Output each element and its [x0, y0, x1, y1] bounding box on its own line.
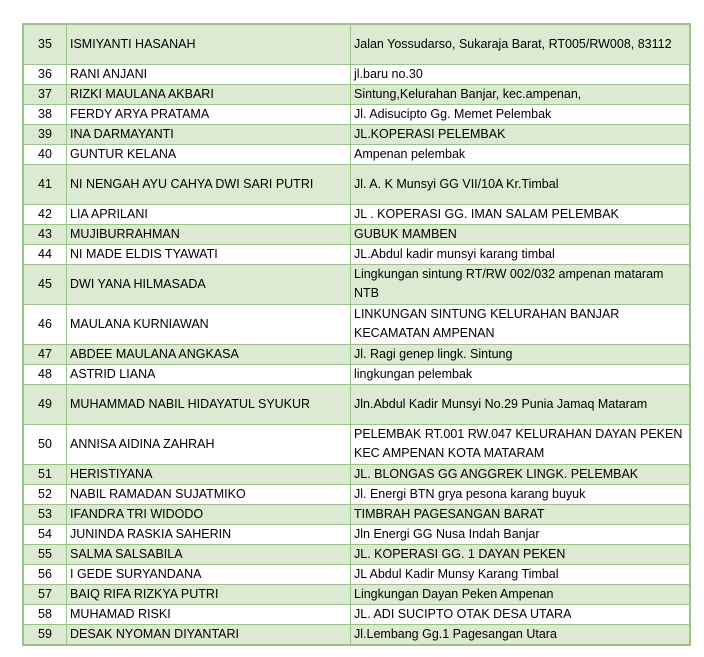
table-row	[23, 564, 690, 584]
student-name-cell: HERISTIYANA	[67, 464, 351, 484]
row-number-cell: 43	[23, 224, 67, 244]
table-row	[23, 204, 690, 224]
student-name-cell: IFANDRA TRI WIDODO	[67, 504, 351, 524]
student-name-cell: ISMIYANTI HASANAH	[67, 24, 351, 64]
table-row	[23, 164, 690, 204]
address-cell: Jl. Adisucipto Gg. Memet Pelembak	[351, 104, 691, 124]
student-address-table-container	[22, 23, 691, 646]
row-number-cell: 41	[23, 164, 67, 204]
table-row	[23, 524, 690, 544]
row-number-cell: 44	[23, 244, 67, 264]
address-cell: JL . KOPERASI GG. IMAN SALAM PELEMBAK	[351, 204, 691, 224]
row-number-cell: 54	[23, 524, 67, 544]
row-number-cell: 50	[23, 424, 67, 464]
address-cell: Jalan Yossudarso, Sukaraja Barat, RT005/RW008, 83112	[351, 24, 691, 64]
student-name-cell: ASTRID LIANA	[67, 364, 351, 384]
student-name-cell: NABIL RAMADAN SUJATMIKO	[67, 484, 351, 504]
address-cell: Jl.Lembang Gg.1 Pagesangan Utara	[351, 624, 691, 645]
student-name-cell: SALMA SALSABILA	[67, 544, 351, 564]
table-row	[23, 624, 690, 645]
row-number-cell: 35	[23, 24, 67, 64]
row-number-cell: 49	[23, 384, 67, 424]
address-cell: GUBUK MAMBEN	[351, 224, 691, 244]
row-number-cell: 58	[23, 604, 67, 624]
table-row	[23, 364, 690, 384]
table-row	[23, 484, 690, 504]
address-cell: LINKUNGAN SINTUNG KELURAHAN BANJAR KECAMATAN AMPENAN	[351, 304, 691, 344]
row-number-cell: 52	[23, 484, 67, 504]
table-row	[23, 464, 690, 484]
table-row	[23, 544, 690, 564]
row-number-cell: 47	[23, 344, 67, 364]
student-name-cell: RIZKI MAULANA AKBARI	[67, 84, 351, 104]
student-address-table	[22, 23, 691, 646]
student-name-cell: GUNTUR KELANA	[67, 144, 351, 164]
address-cell: Jln.Abdul Kadir Munsyi No.29 Punia Jamaq Mataram	[351, 384, 691, 424]
address-cell: lingkungan pelembak	[351, 364, 691, 384]
table-row	[23, 244, 690, 264]
address-cell: Jln Energi GG Nusa Indah Banjar	[351, 524, 691, 544]
row-number-cell: 55	[23, 544, 67, 564]
row-number-cell: 36	[23, 64, 67, 84]
student-name-cell: DWI YANA HILMASADA	[67, 264, 351, 304]
address-cell: jl.baru no.30	[351, 64, 691, 84]
address-cell: Lingkungan sintung RT/RW 002/032 ampenan mataram NTB	[351, 264, 691, 304]
table-row	[23, 304, 690, 344]
row-number-cell: 37	[23, 84, 67, 104]
student-name-cell: NI NENGAH AYU CAHYA DWI SARI PUTRI	[67, 164, 351, 204]
row-number-cell: 38	[23, 104, 67, 124]
student-name-cell: I GEDE SURYANDANA	[67, 564, 351, 584]
student-name-cell: INA DARMAYANTI	[67, 124, 351, 144]
row-number-cell: 45	[23, 264, 67, 304]
address-cell: JL.KOPERASI PELEMBAK	[351, 124, 691, 144]
address-cell: Lingkungan Dayan Peken Ampenan	[351, 584, 691, 604]
table-body	[23, 24, 690, 645]
table-row	[23, 64, 690, 84]
table-row	[23, 264, 690, 304]
row-number-cell: 53	[23, 504, 67, 524]
table-row	[23, 24, 690, 64]
table-row	[23, 124, 690, 144]
student-name-cell: MUHAMMAD NABIL HIDAYATUL SYUKUR	[67, 384, 351, 424]
table-row	[23, 144, 690, 164]
address-cell: Jl. Energi BTN grya pesona karang buyuk	[351, 484, 691, 504]
address-cell: JL. BLONGAS GG ANGGREK LINGK. PELEMBAK	[351, 464, 691, 484]
address-cell: Sintung,Kelurahan Banjar, kec.ampenan,	[351, 84, 691, 104]
row-number-cell: 48	[23, 364, 67, 384]
student-name-cell: MAULANA KURNIAWAN	[67, 304, 351, 344]
address-cell: Jl. Ragi genep lingk. Sintung	[351, 344, 691, 364]
row-number-cell: 57	[23, 584, 67, 604]
row-number-cell: 56	[23, 564, 67, 584]
student-name-cell: ANNISA AIDINA ZAHRAH	[67, 424, 351, 464]
student-name-cell: LIA APRILANI	[67, 204, 351, 224]
table-row	[23, 584, 690, 604]
student-name-cell: JUNINDA RASKIA SAHERIN	[67, 524, 351, 544]
table-row	[23, 104, 690, 124]
table-row	[23, 344, 690, 364]
address-cell: JL. KOPERASI GG. 1 DAYAN PEKEN	[351, 544, 691, 564]
student-name-cell: FERDY ARYA PRATAMA	[67, 104, 351, 124]
row-number-cell: 51	[23, 464, 67, 484]
student-name-cell: ABDEE MAULANA ANGKASA	[67, 344, 351, 364]
row-number-cell: 59	[23, 624, 67, 645]
address-cell: JL. ADI SUCIPTO OTAK DESA UTARA	[351, 604, 691, 624]
table-row	[23, 384, 690, 424]
table-row	[23, 504, 690, 524]
student-name-cell: MUHAMAD RISKI	[67, 604, 351, 624]
row-number-cell: 40	[23, 144, 67, 164]
student-name-cell: BAIQ RIFA RIZKYA PUTRI	[67, 584, 351, 604]
table-row	[23, 84, 690, 104]
address-cell: TIMBRAH PAGESANGAN BARAT	[351, 504, 691, 524]
table-row	[23, 424, 690, 464]
student-name-cell: DESAK NYOMAN DIYANTARI	[67, 624, 351, 645]
row-number-cell: 46	[23, 304, 67, 344]
student-name-cell: RANI ANJANI	[67, 64, 351, 84]
student-name-cell: MUJIBURRAHMAN	[67, 224, 351, 244]
address-cell: JL.Abdul kadir munsyi karang timbal	[351, 244, 691, 264]
table-row	[23, 224, 690, 244]
address-cell: Ampenan pelembak	[351, 144, 691, 164]
table-row	[23, 604, 690, 624]
student-name-cell: NI MADE ELDIS TYAWATI	[67, 244, 351, 264]
address-cell: Jl. A. K Munsyi GG VII/10A Kr.Timbal	[351, 164, 691, 204]
row-number-cell: 42	[23, 204, 67, 224]
address-cell: PELEMBAK RT.001 RW.047 KELURAHAN DAYAN PEKEN KEC AMPENAN KOTA MATARAM	[351, 424, 691, 464]
row-number-cell: 39	[23, 124, 67, 144]
address-cell: JL Abdul Kadir Munsy Karang Timbal	[351, 564, 691, 584]
